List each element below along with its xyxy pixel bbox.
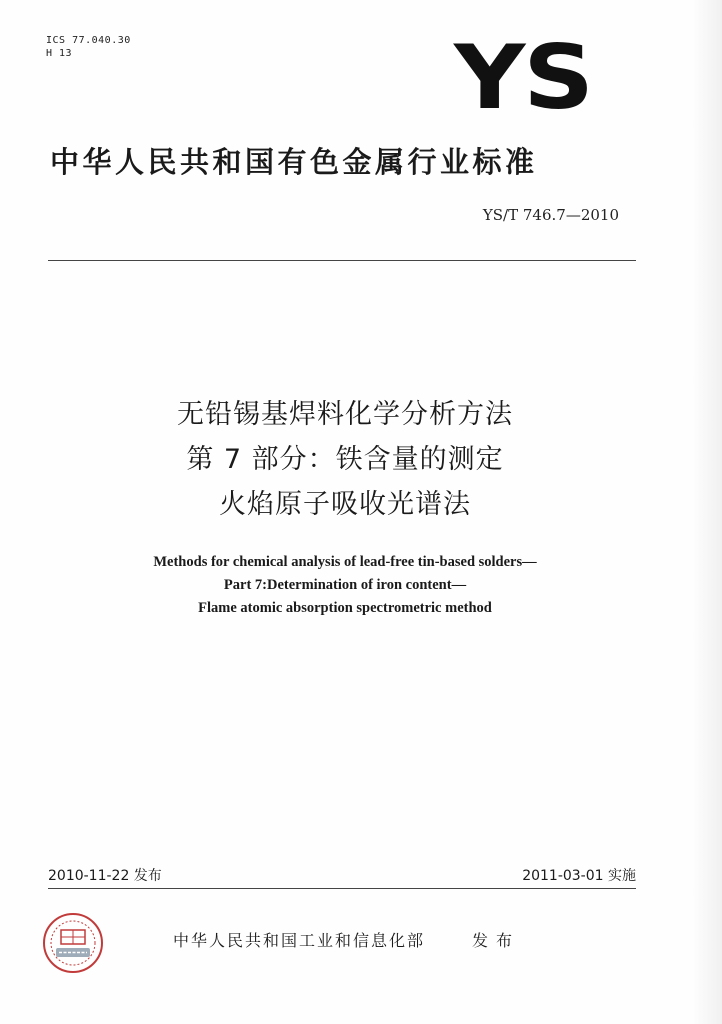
chinese-title: [0, 392, 690, 527]
chinese-title-line-2: 第 7 部分：铁含量的测定: [186, 444, 504, 475]
footer-divider: [48, 888, 636, 889]
classification-codes: [46, 34, 131, 60]
english-title-line-3: Flame atomic absorption spectrometric method: [198, 600, 492, 616]
implementation-date: 2011-03-01 实施: [522, 868, 636, 884]
chinese-title-line-3: 火焰原子吸收光谱法: [219, 489, 471, 520]
english-title-line-2: Part 7:Determination of iron content—: [223, 577, 467, 593]
ys-logo: YS: [454, 26, 592, 129]
stamp-seal-icon: [42, 912, 104, 974]
english-title: [0, 551, 690, 620]
header-divider: [48, 260, 636, 261]
issuing-authority: 中华人民共和国工业和信息化部: [173, 931, 426, 950]
chinese-title-line-1: 无铅锡基焊料化学分析方法: [177, 399, 513, 430]
ccs-code: H 13: [46, 48, 73, 59]
issued-label: 发布: [472, 931, 521, 950]
english-title-line-1: Methods for chemical analysis of lead-free tin-based solders—: [153, 554, 537, 570]
standard-title: 中华人民共和国有色金属行业标准: [50, 145, 538, 179]
issue-date: 2010-11-22 发布: [48, 868, 162, 884]
standard-number: YS/T 746.7—2010: [482, 206, 619, 224]
page-edge-shadow: [692, 0, 722, 1024]
ics-code: ICS 77.040.30: [46, 35, 131, 46]
